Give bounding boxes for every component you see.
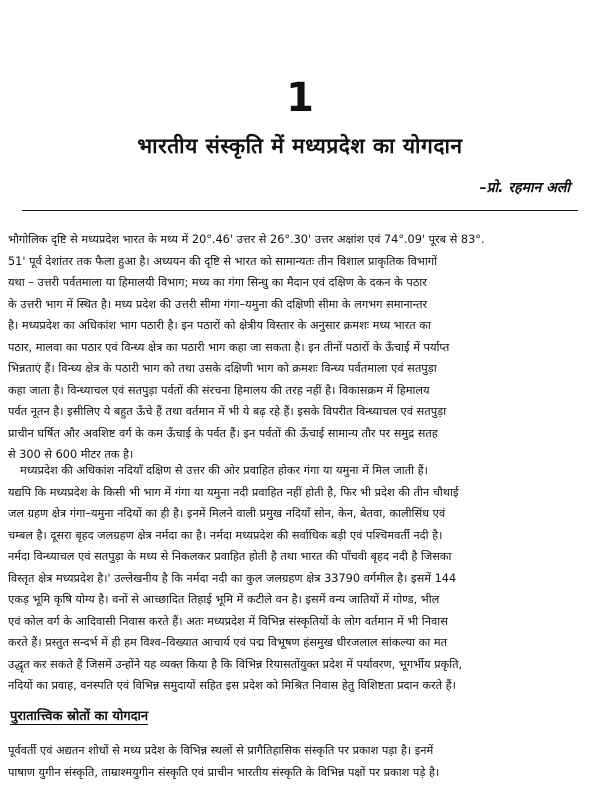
paragraph-line: उद्धृत कर सकते हैं जिसमें उन्होंने यह व्यक्त किया है कि विभिन्न रियासतोंयुक्त प्रदेश में पर्यावरण, भूगर्भीय प्रकृति, <box>8 657 463 671</box>
paragraph-line: पूर्ववर्ती एवं अद्यतन शोधों से मध्य प्रदेश के विभिन्न स्थलों से प्रागैतिहासिक संस्कृति पर प्रकाश पड़ा है। इनमें <box>8 744 434 757</box>
paragraph-line: करते हैं। प्रस्तुत सन्दर्भ में ही हम विश्व–विख्यात आचार्य एवं पद्म विभूषण हंसमुख धीरजलाल सांकल्या का मत <box>8 636 448 649</box>
paragraph-line: नदियों का प्रवाह, वनस्पति एवं विभिन्न समुदायों सहित इस प्रदेश को मिश्रित निवास हेतु विशिष्टता प्रदान करते हैं। <box>8 679 456 692</box>
paragraph-line: जल ग्रहण क्षेत्र गंगा–यमुना नदियों का ही है। इनमें मिलने वाली प्रमुख नदियाँ सोन, केन, बेतवा, कालीसिंध एवं <box>8 507 446 520</box>
paragraph-line: यथा – उत्तरी पर्वतमाला या हिमालयी विभाग; मध्य का गंगा सिन्धु का मैदान एवं दक्षिण के दकन के पठार <box>8 276 427 289</box>
paragraph-line: के उत्तरी भाग में स्थित है। मध्य प्रदेश की उत्तरी सीमा गंगा–यमुना की दक्षिणी सीमा के लगभग समानान्तर <box>8 297 428 311</box>
paragraph-line: है। मध्यप्रदेश का अधिकांश भाग पठारी है। इन पठारों को क्षेत्रीय विस्तार के अनुसार क्रमशः मध्य भारत का <box>8 319 431 332</box>
paragraph-line: से 300 से 600 मीटर तक है। <box>8 448 134 461</box>
paragraph-line: पठार, मालवा का पठार एवं विन्ध्य क्षेत्र का पठारी भाग कहा जा सकता है। इन तीनों पठारों के ऊँचाई में पर्याप्त <box>8 340 450 354</box>
chapter-author: –प्रो. रहमान अली <box>479 180 570 196</box>
paragraph-line: एवं कोल वर्ग के आदिवासी निवास करते हैं। अतः मध्यप्रदेश में विभिन्न संस्कृतियों के लोग वर्तमान में भी निवास <box>8 614 448 628</box>
paragraph-line: चम्बल है। दूसरा बृहद जलग्रहण क्षेत्र नर्मदा का है। नर्मदा मध्यप्रदेश की सर्वाधिक बड़ी एवं पश्चिमवर्ती नदी है। <box>8 528 443 542</box>
paragraph-line: भौगोलिक दृष्टि से मध्यप्रदेश भारत के मध्य में 20°.46' उत्तर से 26°.30' उत्तर अक्षांश एवं 74°.09' पूरब से 83°. <box>8 233 485 246</box>
paragraph-line: कहा जाता है। विन्ध्याचल एवं सतपुड़ा पर्वतों की संरचना हिमालय की तरह नहीं है। विकासक्रम में हिमालय <box>8 383 430 397</box>
paragraph-line: यद्यपि कि मध्यप्रदेश के किसी भी भाग में गंगा या यमुना नदी प्रवाहित नहीं होती है, फिर भी प्रदेश की तीन चौथाई <box>8 485 459 499</box>
paragraph-line: विस्तृत क्षेत्र मध्यप्रदेश है।' उल्लेखनीय है कि नर्मदा नदी का कुल जलग्रहण क्षेत्र 33790 वर्गमील है। इसमें 144 <box>8 571 457 585</box>
paragraph-line: भिन्नताएं हैं। विन्ध्य क्षेत्र के पठारी भाग को तथा उसके दक्षिणी भाग को क्रमशः विन्ध्य पर्वतमाला एवं सतपुड़ा <box>8 362 437 375</box>
paragraph-line: एकड़ भूमि कृषि योग्य है। वनों से आच्छादित तिहाई भूमि में कटीले वन है। इसमें वन्य जातियों में गोण्ड, भील <box>8 593 440 606</box>
paragraph-line: नर्मदा विन्ध्याचल एवं सतपुड़ा के मध्य से निकलकर प्रवाहित होती है तथा भारत की पाँचवी बृहद नदी है जिसका <box>8 550 452 563</box>
paragraph-line: पाषाण युगीन संस्कृति, ताम्राश्मयुगीन संस्कृति एवं प्राचीन भारतीय संस्कृति के विभिन्न पक्षों पर प्रकाश पड़े है। <box>8 765 440 779</box>
chapter-title: भारतीय संस्कृति में मध्यप्रदेश का योगदान <box>137 134 463 158</box>
paragraph-line: 51' पूर्व देशांतर तक फैला हुआ है। अध्ययन की दृष्टि से भारत को सामान्यतः तीन विशाल प्राकृतिक विभागों <box>8 254 438 268</box>
paragraph-line: पर्वत नूतन है। इसीलिए ये बहुत ऊँचे हैं तथा वर्तमान में भी ये बढ़ रहे हैं। इसके विपरीत विन्ध्याचल एवं सतपुड़ा <box>8 405 447 418</box>
paragraph-line: प्राचीन घर्षित और अवशिष्ट वर्ग के कम ऊँचाई के पर्वत हैं। इन पर्वतों की ऊँचाई सामान्य तौर पर समुद्र सतह <box>8 426 438 440</box>
section-heading-text: पुरातात्त्विक स्रोतों का योगदान <box>10 709 149 724</box>
paragraph-line: मध्यप्रदेश की अधिकांश नदियाँ दक्षिण से उत्तर की ओर प्रवाहित होकर गंगा या यमुना में मिल जाती हैं। <box>20 464 428 477</box>
chapter-number: 1 <box>286 75 314 121</box>
section-heading <box>10 706 148 724</box>
title-divider <box>22 210 578 211</box>
